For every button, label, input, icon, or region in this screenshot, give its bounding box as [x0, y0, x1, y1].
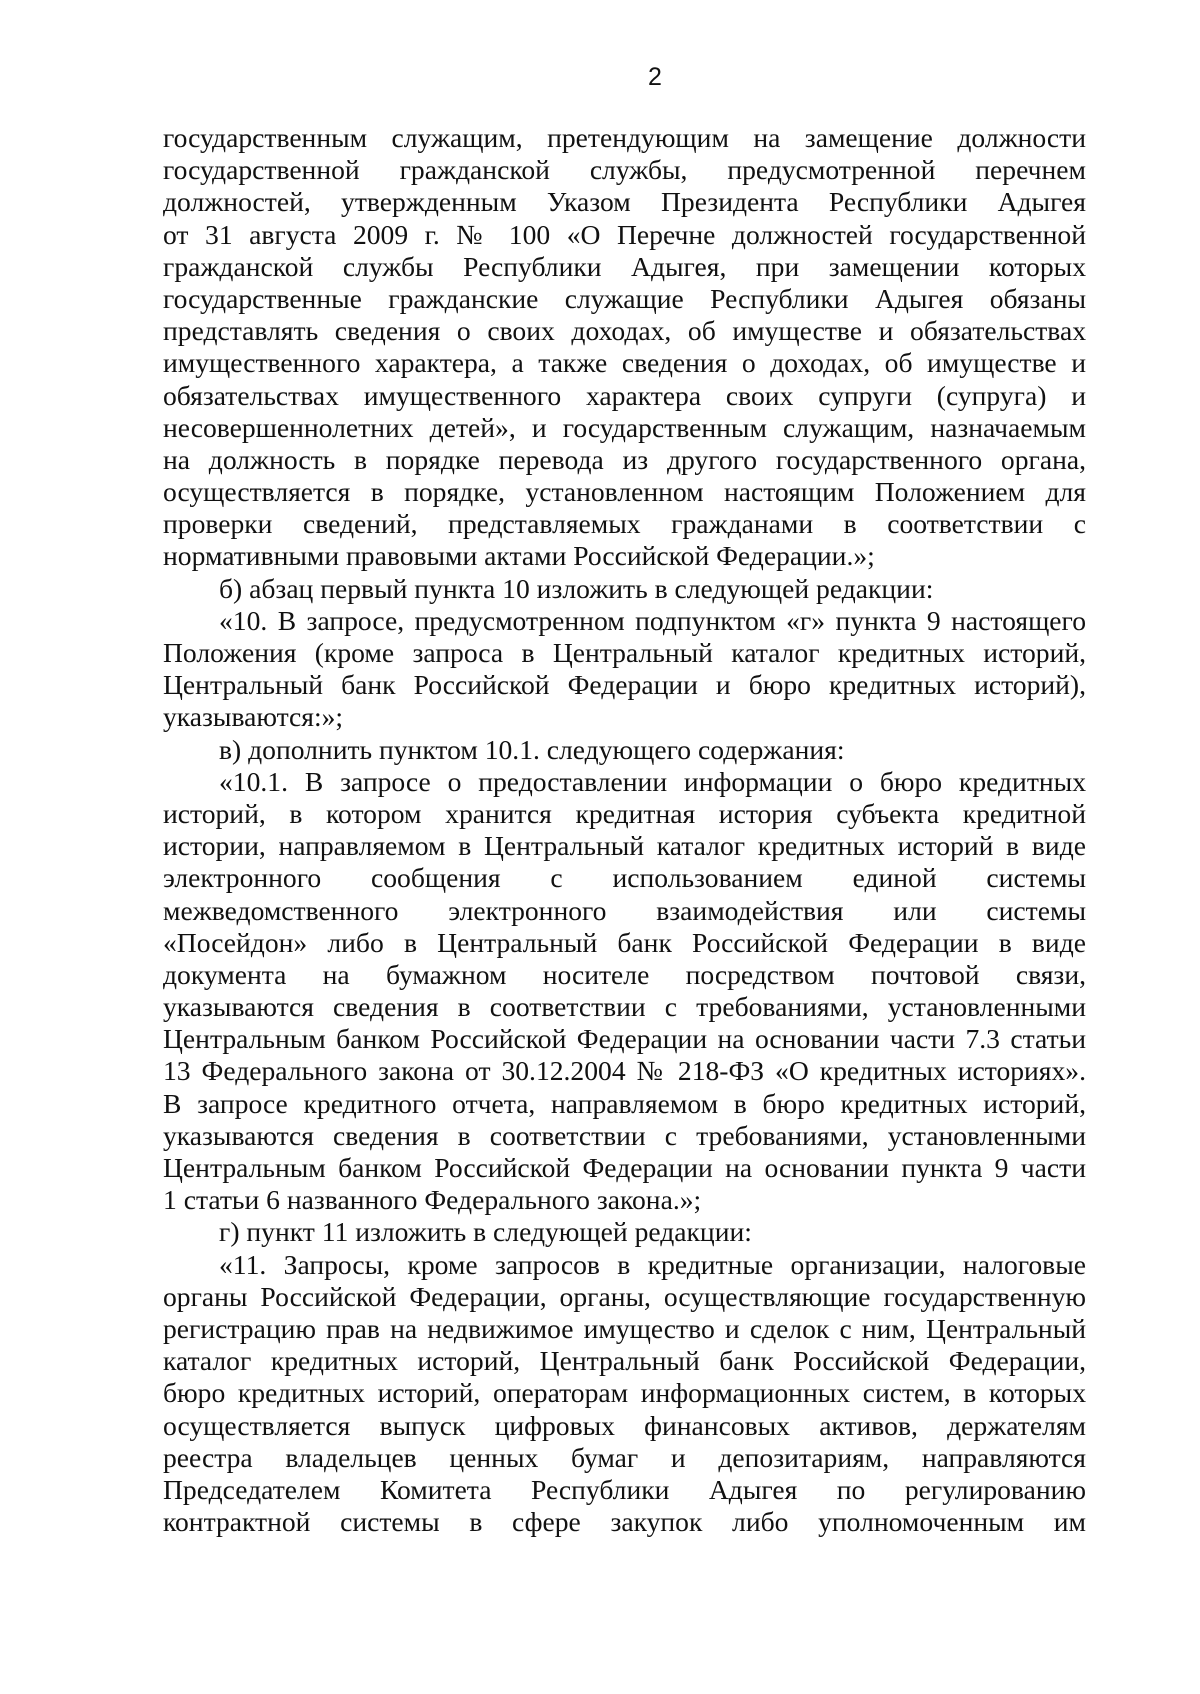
text-line: Центральным банком Российской Федерации на основании части 7.3 статьи — [163, 1023, 1086, 1055]
text-line: «10. В запросе, предусмотренном подпунктом «г» пункта 9 настоящего — [219, 604, 1086, 636]
text-line: гражданской службы Республики Адыгея, при замещении которых — [163, 250, 1086, 282]
text-line: указываются сведения в соответствии с требованиями, установленными — [163, 991, 1086, 1023]
text-line: каталог кредитных историй, Центральный банк Российской Федерации, — [163, 1345, 1086, 1377]
text-line: представлять сведения о своих доходах, об имуществе и обязательствах — [163, 315, 1086, 347]
text-line: должностей, утвержденным Указом Президента Республики Адыгея — [163, 186, 1086, 218]
paragraph-heading-v: в) дополнить пунктом 10.1. следующего содержания: — [219, 733, 845, 765]
text-line: В запросе кредитного отчета, направляемом в бюро кредитных историй, — [163, 1087, 1086, 1119]
text-line: государственным служащим, претендующим на замещение должности — [163, 122, 1086, 153]
text-line: нормативными правовыми актами Российской Федерации.»; — [163, 540, 875, 572]
paragraph-heading-g: г) пункт 11 изложить в следующей редакции: — [219, 1216, 752, 1248]
text-line: Председателем Комитета Республики Адыгея по регулированию — [163, 1473, 1086, 1505]
text-line: 1 статьи 6 названного Федерального закона.»; — [163, 1184, 702, 1216]
text-line: имущественного характера, а также сведения о доходах, об имуществе и — [163, 347, 1086, 379]
document-body — [163, 122, 1086, 1538]
text-line: истории, направляемом в Центральный каталог кредитных историй в виде — [163, 830, 1086, 862]
text-line: контрактной системы в сфере закупок либо уполномоченным им — [163, 1506, 1086, 1538]
text-line: проверки сведений, представляемых гражданами в соответствии с — [163, 508, 1086, 540]
text-line: электронного сообщения с использованием единой системы — [163, 862, 1086, 894]
text-line: осуществляется в порядке, установленном настоящим Положением для — [163, 476, 1086, 508]
text-line: 13 Федерального закона от 30.12.2004 № 218-ФЗ «О кредитных историях». — [163, 1055, 1086, 1087]
text-line: регистрацию прав на недвижимое имущество и сделок с ним, Центральный — [163, 1312, 1086, 1344]
text-line: органы Российской Федерации, органы, осуществляющие государственную — [163, 1280, 1086, 1312]
text-line: указываются:»; — [163, 701, 344, 733]
paragraph-heading-b: б) абзац первый пункта 10 изложить в следующей редакции: — [219, 572, 934, 604]
text-line: государственной гражданской службы, предусмотренной перечнем — [163, 154, 1086, 186]
text-line: Центральным банком Российской Федерации на основании пункта 9 части — [163, 1152, 1086, 1183]
text-line: реестра владельцев ценных бумаг и депозитариям, направляются — [163, 1441, 1086, 1473]
text-line: «11. Запросы, кроме запросов в кредитные организации, налоговые — [219, 1248, 1086, 1280]
text-line: межведомственного электронного взаимодействия или системы — [163, 894, 1086, 926]
text-line: государственные гражданские служащие Республики Адыгея обязаны — [163, 282, 1086, 314]
text-line: Центральный банк Российской Федерации и бюро кредитных историй), — [163, 669, 1086, 701]
text-line: от 31 августа 2009 г. № 100 «О Перечне должностей государственной — [163, 218, 1086, 250]
text-line: Положения (кроме запроса в Центральный каталог кредитных историй, — [163, 637, 1086, 668]
text-line: бюро кредитных историй, операторам информационных систем, в которых — [163, 1377, 1086, 1409]
text-line: осуществляется выпуск цифровых финансовых активов, держателям — [163, 1409, 1086, 1441]
text-line: «10.1. В запросе о предоставлении информации о бюро кредитных — [219, 765, 1086, 797]
text-line: указываются сведения в соответствии с требованиями, установленными — [163, 1119, 1086, 1151]
text-line: «Посейдон» либо в Центральный банк Российской Федерации в виде — [163, 926, 1086, 958]
text-line: историй, в котором хранится кредитная история субъекта кредитной — [163, 797, 1086, 829]
text-line: документа на бумажном носителе посредством почтовой связи, — [163, 958, 1086, 990]
text-line: несовершеннолетних детей», и государственным служащим, назначаемым — [163, 411, 1086, 443]
text-line: обязательствах имущественного характера своих супруги (супруга) и — [163, 379, 1086, 411]
page-number: 2 — [648, 63, 662, 91]
text-line: на должность в порядке перевода из другого государственного органа, — [163, 443, 1086, 475]
